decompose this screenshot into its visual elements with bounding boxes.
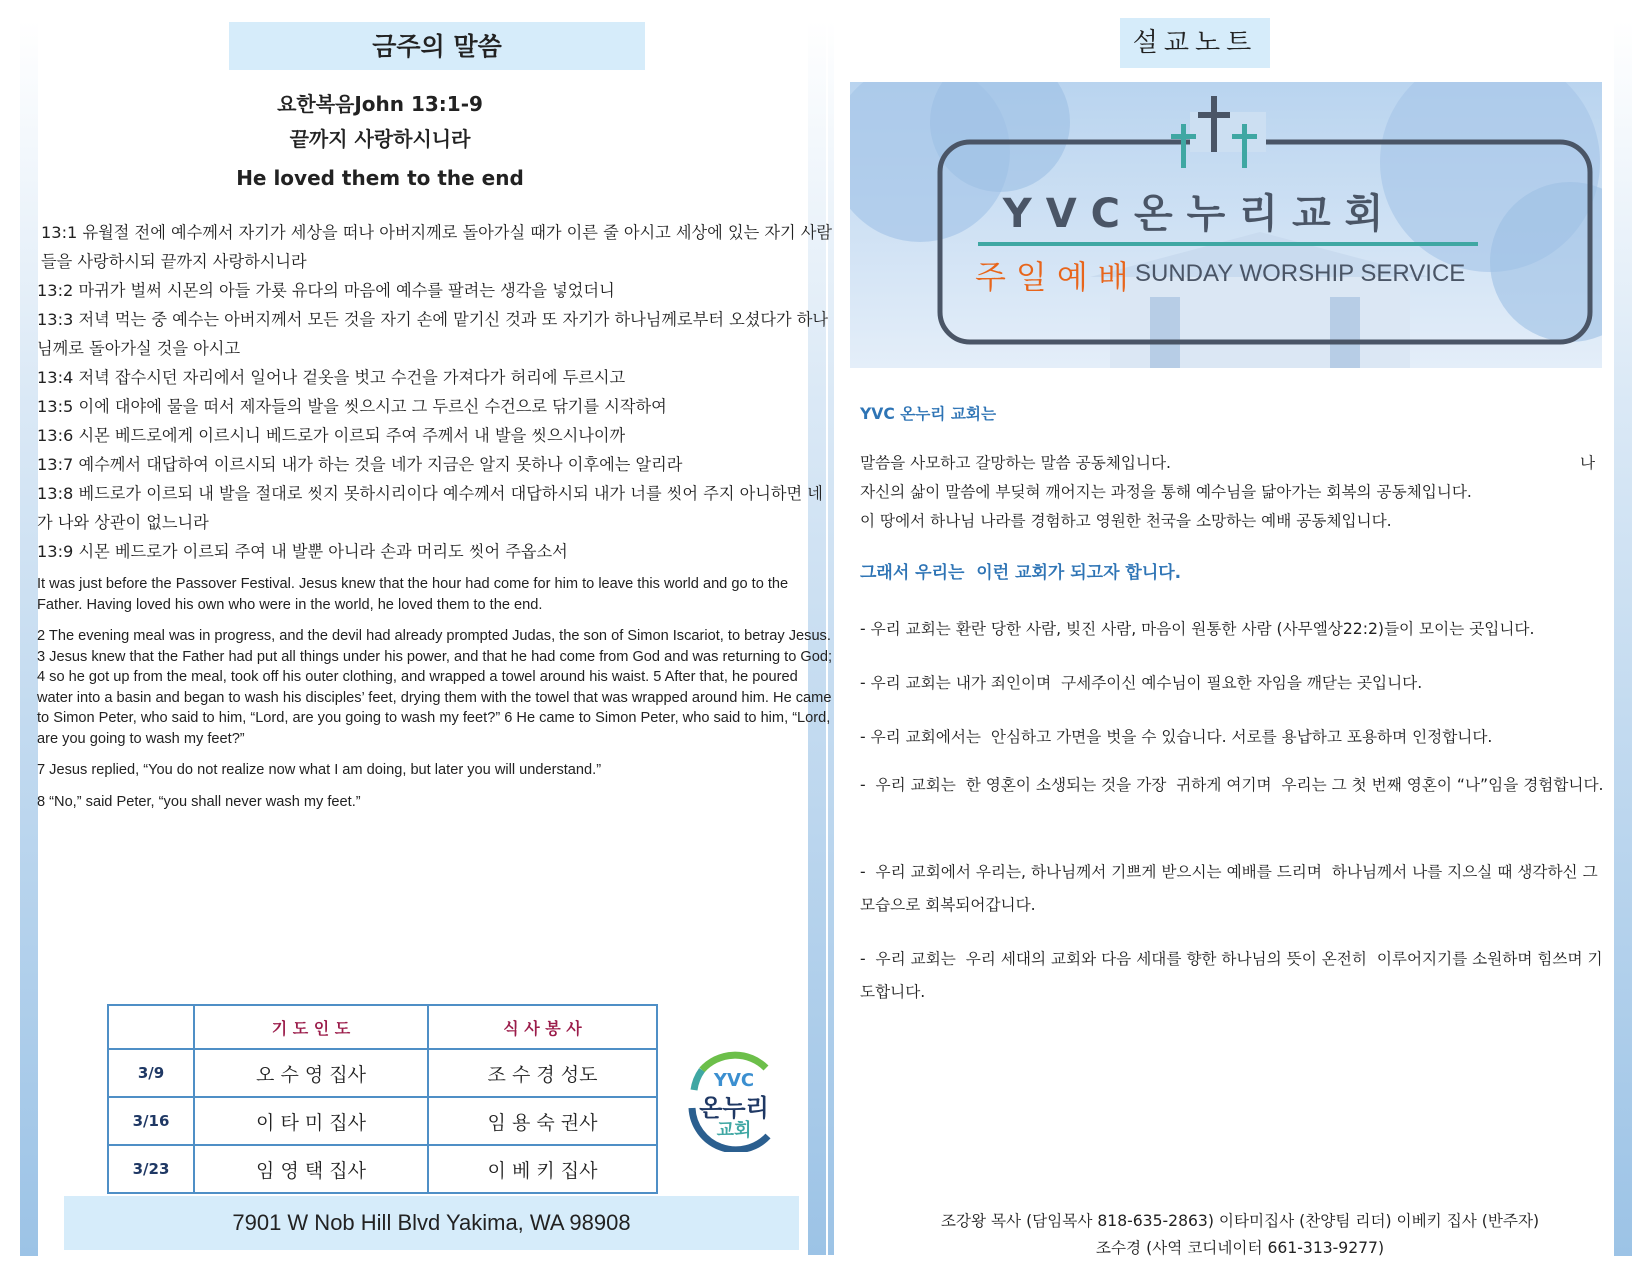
verse-6: 13:6 시몬 베드로에게 이르시니 베드로가 이르되 주여 주께서 내 발을 씻으시나이까 [37,426,626,445]
goal-item-2: - 우리 교회는 내가 죄인이며 구세주이신 예수님이 필요한 자임을 깨닫는 곳입니다. [860,674,1423,692]
staff-footer [860,1208,1620,1262]
intro-line-1: 말씀을 사모하고 갈망하는 말씀 공동체입니다. [860,454,1171,472]
staff-line-2: 조수경 (사역 코디네이터 661-313-9277) [1095,1239,1385,1257]
meal-cell: 이 베 키 집사 [428,1145,657,1193]
scripture-title: 금주의 말씀 [229,22,645,70]
intro-line-3: 이 땅에서 하나님 나라를 경험하고 영원한 천국을 소망하는 예배 공동체입니다. [860,512,1392,530]
verse-7: 13:7 예수께서 대답하여 이르시되 내가 하는 것을 네가 지금은 알지 못하나 이후에는 알리라 [37,455,683,474]
prayer-cell: 임 영 택 집사 [194,1145,428,1193]
banner-korean-service: 주일예배 [975,258,1139,296]
goal-item-1: - 우리 교회는 환란 당한 사람, 빚진 사람, 마음이 원통한 사람 (사무엘상22:2)들이 모이는 곳입니다. [860,620,1535,638]
left-edge-bar [20,20,38,1256]
goal-item-4: - 우리 교회는 한 영혼이 소생되는 것을 가장 귀하게 여기며 우리는 그 첫 번째 영혼이 “나”임을 경험합니다. [860,776,1604,794]
intro-heading: YVC 온누리 교회는 [860,405,997,423]
verse-2: 13:2 마귀가 벌써 시몬의 아들 가룟 유다의 마음에 예수를 팔려는 생각을 넣었더니 [37,281,615,300]
english-paragraph-1: It was just before the Passover Festival. Jesus knew that the hour had come for him to leave this world and go to the Father. Having loved his own who were in the world, he loved them to the end. [37,576,789,613]
logo-line-2: 온누리 [699,1094,769,1122]
goal-item-6: - 우리 교회는 우리 세대의 교회와 다음 세대를 향한 하나님의 뜻이 온전히 이루어지기를 소원하며 힘쓰며 기도합니다. [860,950,1603,1001]
meal-cell: 임 용 숙 권사 [428,1097,657,1145]
table-header-prayer: 기 도 인 도 [194,1005,428,1049]
scripture-reference: 요한복음John 13:1-9 [277,92,483,116]
english-paragraph-3: 7 Jesus replied, “You do not realize now what I am doing, but later you will understand.” [37,762,602,778]
table-header-row [108,1005,657,1049]
english-paragraph-2: 2 The evening meal was in progress, and the devil had already prompted Judas, the son of Simon Iscariot, to betray Jesus. 3 Jesus knew that the Father had put all things under his power, and that he had come from God and was returning to God; 4 so he got up from the meal, took off his outer clothing, and wrapped a towel around his waist. 5 After that, he poured water into a basin and began to wash his disciples’ feet, drying them with the towel that was wrapped around him. He came to Simon Peter, who said to him, “Lord, are you going to wash my feet?” 6 He came to Simon Peter, who said to him, “Lord, are you going to wash my feet?” [37,628,833,747]
banner-english-service: SUNDAY WORSHIP SERVICE [1135,260,1466,287]
table-row [108,1049,657,1097]
table-header-blank [108,1005,194,1049]
church-logo [682,1048,786,1152]
intro-line-2: 자신의 삶이 말씀에 부딪혀 깨어지는 과정을 통해 예수님을 닮아가는 회복의 공동체입니다. [860,483,1472,501]
logo-line-3: 교회 [716,1120,752,1141]
date-cell: 3/23 [108,1145,194,1193]
english-paragraph-4: 8 “No,” said Peter, “you shall never wash my feet.” [37,793,361,810]
korean-verses [37,218,837,566]
meal-cell: 조 수 경 성도 [428,1049,657,1097]
logo-line-1: YVC [713,1070,755,1091]
table-header-meal: 식 사 봉 사 [428,1005,657,1049]
banner-church-name: YVC온누리교회 [1002,191,1398,237]
prayer-cell: 오 수 영 집사 [194,1049,428,1097]
intro-line-1-tail: 나 [1580,454,1596,472]
verse-5: 13:5 이에 대야에 물을 떠서 제자들의 발을 씻으시고 그 두르신 수건으로 닦기를 시작하여 [37,397,667,416]
verse-1: 13:1 유월절 전에 예수께서 자기가 세상을 떠나 아버지께로 돌아가실 때가 이른 줄 아시고 세상에 있는 자기 사람들을 사랑하시되 끝까지 사랑하시니라 [41,223,833,271]
verse-8: 13:8 베드로가 이르되 내 발을 절대로 씻지 못하시리이다 예수께서 대답하시되 내가 너를 씻어 주지 아니하면 네가 나와 상관이 없느니라 [37,484,823,532]
right-edge-bar [1614,20,1632,1256]
worship-banner [850,82,1602,368]
staff-line-1: 조강왕 목사 (담임목사 818-635-2863) 이타미집사 (찬양팀 리더) 이베키 집사 (반주자) [940,1212,1540,1230]
goal-heading: 그래서 우리는 이런 교회가 되고자 합니다. [860,563,1182,583]
prayer-cell: 이 타 미 집사 [194,1097,428,1145]
sermon-title-korean: 끝까지 사랑하시니라 [289,127,471,151]
table-row [108,1097,657,1145]
table-row [108,1145,657,1193]
sermon-notes-title: 설교노트 [1120,18,1270,68]
english-passage [37,574,837,823]
church-address: 7901 W Nob Hill Blvd Yakima, WA 98908 [64,1196,799,1250]
verse-3: 13:3 저녁 먹는 중 예수는 아버지께서 모든 것을 자기 손에 맡기신 것과 또 자기가 하나님께로부터 오셨다가 하나님께로 돌아가실 것을 아시고 [37,310,829,358]
verse-9: 13:9 시몬 베드로가 이르되 주여 내 발뿐 아니라 손과 머리도 씻어 주옵소서 [37,542,568,561]
sermon-title-english: He loved them to the end [236,166,524,190]
duty-schedule-table [107,1004,658,1194]
goal-item-3: - 우리 교회에서는 안심하고 가면을 벗을 수 있습니다. 서로를 용납하고 포용하며 인정합니다. [860,728,1493,746]
verse-4: 13:4 저녁 잡수시던 자리에서 일어나 겉옷을 벗고 수건을 가져다가 허리에 두르시고 [37,368,626,387]
date-cell: 3/16 [108,1097,194,1145]
date-cell: 3/9 [108,1049,194,1097]
goal-item-5: - 우리 교회에서 우리는, 하나님께서 기쁘게 받으시는 예배를 드리며 하나님께서 나를 지으실 때 생각하신 그 모습으로 회복되어갑니다. [860,863,1603,914]
